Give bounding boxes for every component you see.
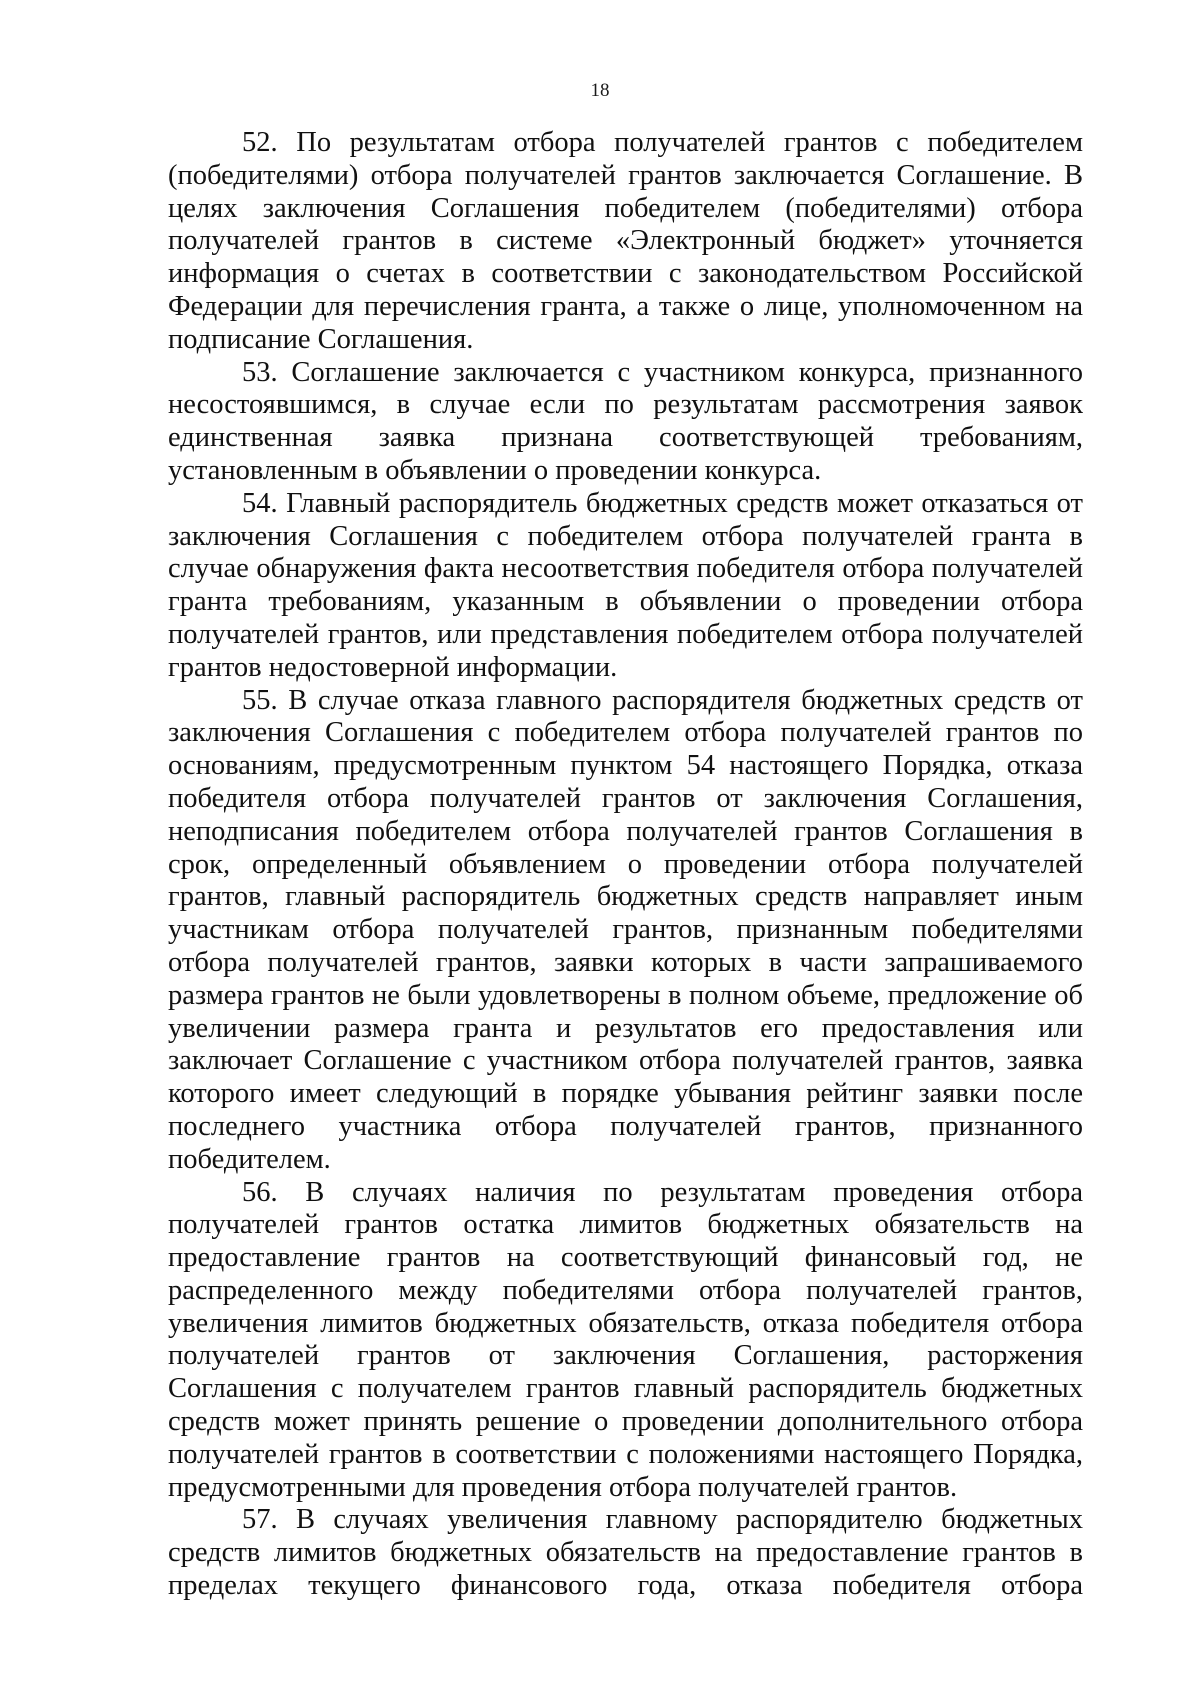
paragraph-56: 56. В случаях наличия по результатам проведения отбора получателей грантов остатка лимитов бюджетных обязательств на предоставление грантов на соответствующий финансовый год, не распределенного между победителями отбора получателей грантов, увеличения лимитов бюджетных обязательств, отказа победителя отбора получателей грантов от заключения Соглашения, расторжения Соглашения с получателем грантов главный распорядитель бюджетных средств может принять решение о проведении дополнительного отбора получателей грантов в соответствии с положениями настоящего Порядка, предусмотренными для проведения отбора получателей грантов. bbox=[168, 1176, 1083, 1503]
paragraph-53: 53. Соглашение заключается с участником конкурса, признанного несостоявшимся, в случае если по результатам рассмотрения заявок единственная заявка признана соответствующей требованиям, установленным в объявлении о проведении конкурса. bbox=[168, 356, 1083, 486]
document-body bbox=[168, 127, 1083, 1603]
paragraph-57: 57. В случаях увеличения главному распорядителю бюджетных средств лимитов бюджетных обязательств на предоставление грантов в пределах текущего финансового года, отказа победителя отбора bbox=[168, 1504, 1083, 1602]
paragraph-54: 54. Главный распорядитель бюджетных средств может отказаться от заключения Соглашения с победителем отбора получателей гранта в случае обнаружения факта несоответствия победителя отбора получателей гранта требованиям, указанным в объявлении о проведении отбора получателей грантов, или представления победителем отбора получателей грантов недостоверной информации. bbox=[168, 487, 1083, 683]
paragraph-55: 55. В случае отказа главного распорядителя бюджетных средств от заключения Соглашения с победителем отбора получателей грантов по основаниям, предусмотренным пунктом 54 настоящего Порядка, отказа победителя отбора получателей грантов от заключения Соглашения, неподписания победителем отбора получателей грантов Соглашения в срок, определенный объявлением о проведении отбора получателей грантов, главный распорядитель бюджетных средств направляет иным участникам отбора получателей грантов, признанным победителями отбора получателей грантов, заявки которых в части запрашиваемого размера грантов не были удовлетворены в полном объеме, предложение об увеличении размера гранта и результатов его предоставления или заключает Соглашение с участником отбора получателей грантов, заявка которого имеет следующий в порядке убывания рейтинг заявки после последнего участника отбора получателей грантов, признанного победителем. bbox=[168, 684, 1083, 1175]
paragraph-52: 52. По результатам отбора получателей грантов с победителем (победителями) отбора получателей грантов заключается Соглашение. В целях заключения Соглашения победителем (победителями) отбора получателей грантов в системе «Электронный бюджет» уточняется информация о счетах в соответствии с законодательством Российской Федерации для перечисления гранта, а также о лице, уполномоченном на подписание Соглашения. bbox=[168, 127, 1083, 355]
page-number: 18 bbox=[590, 80, 610, 101]
